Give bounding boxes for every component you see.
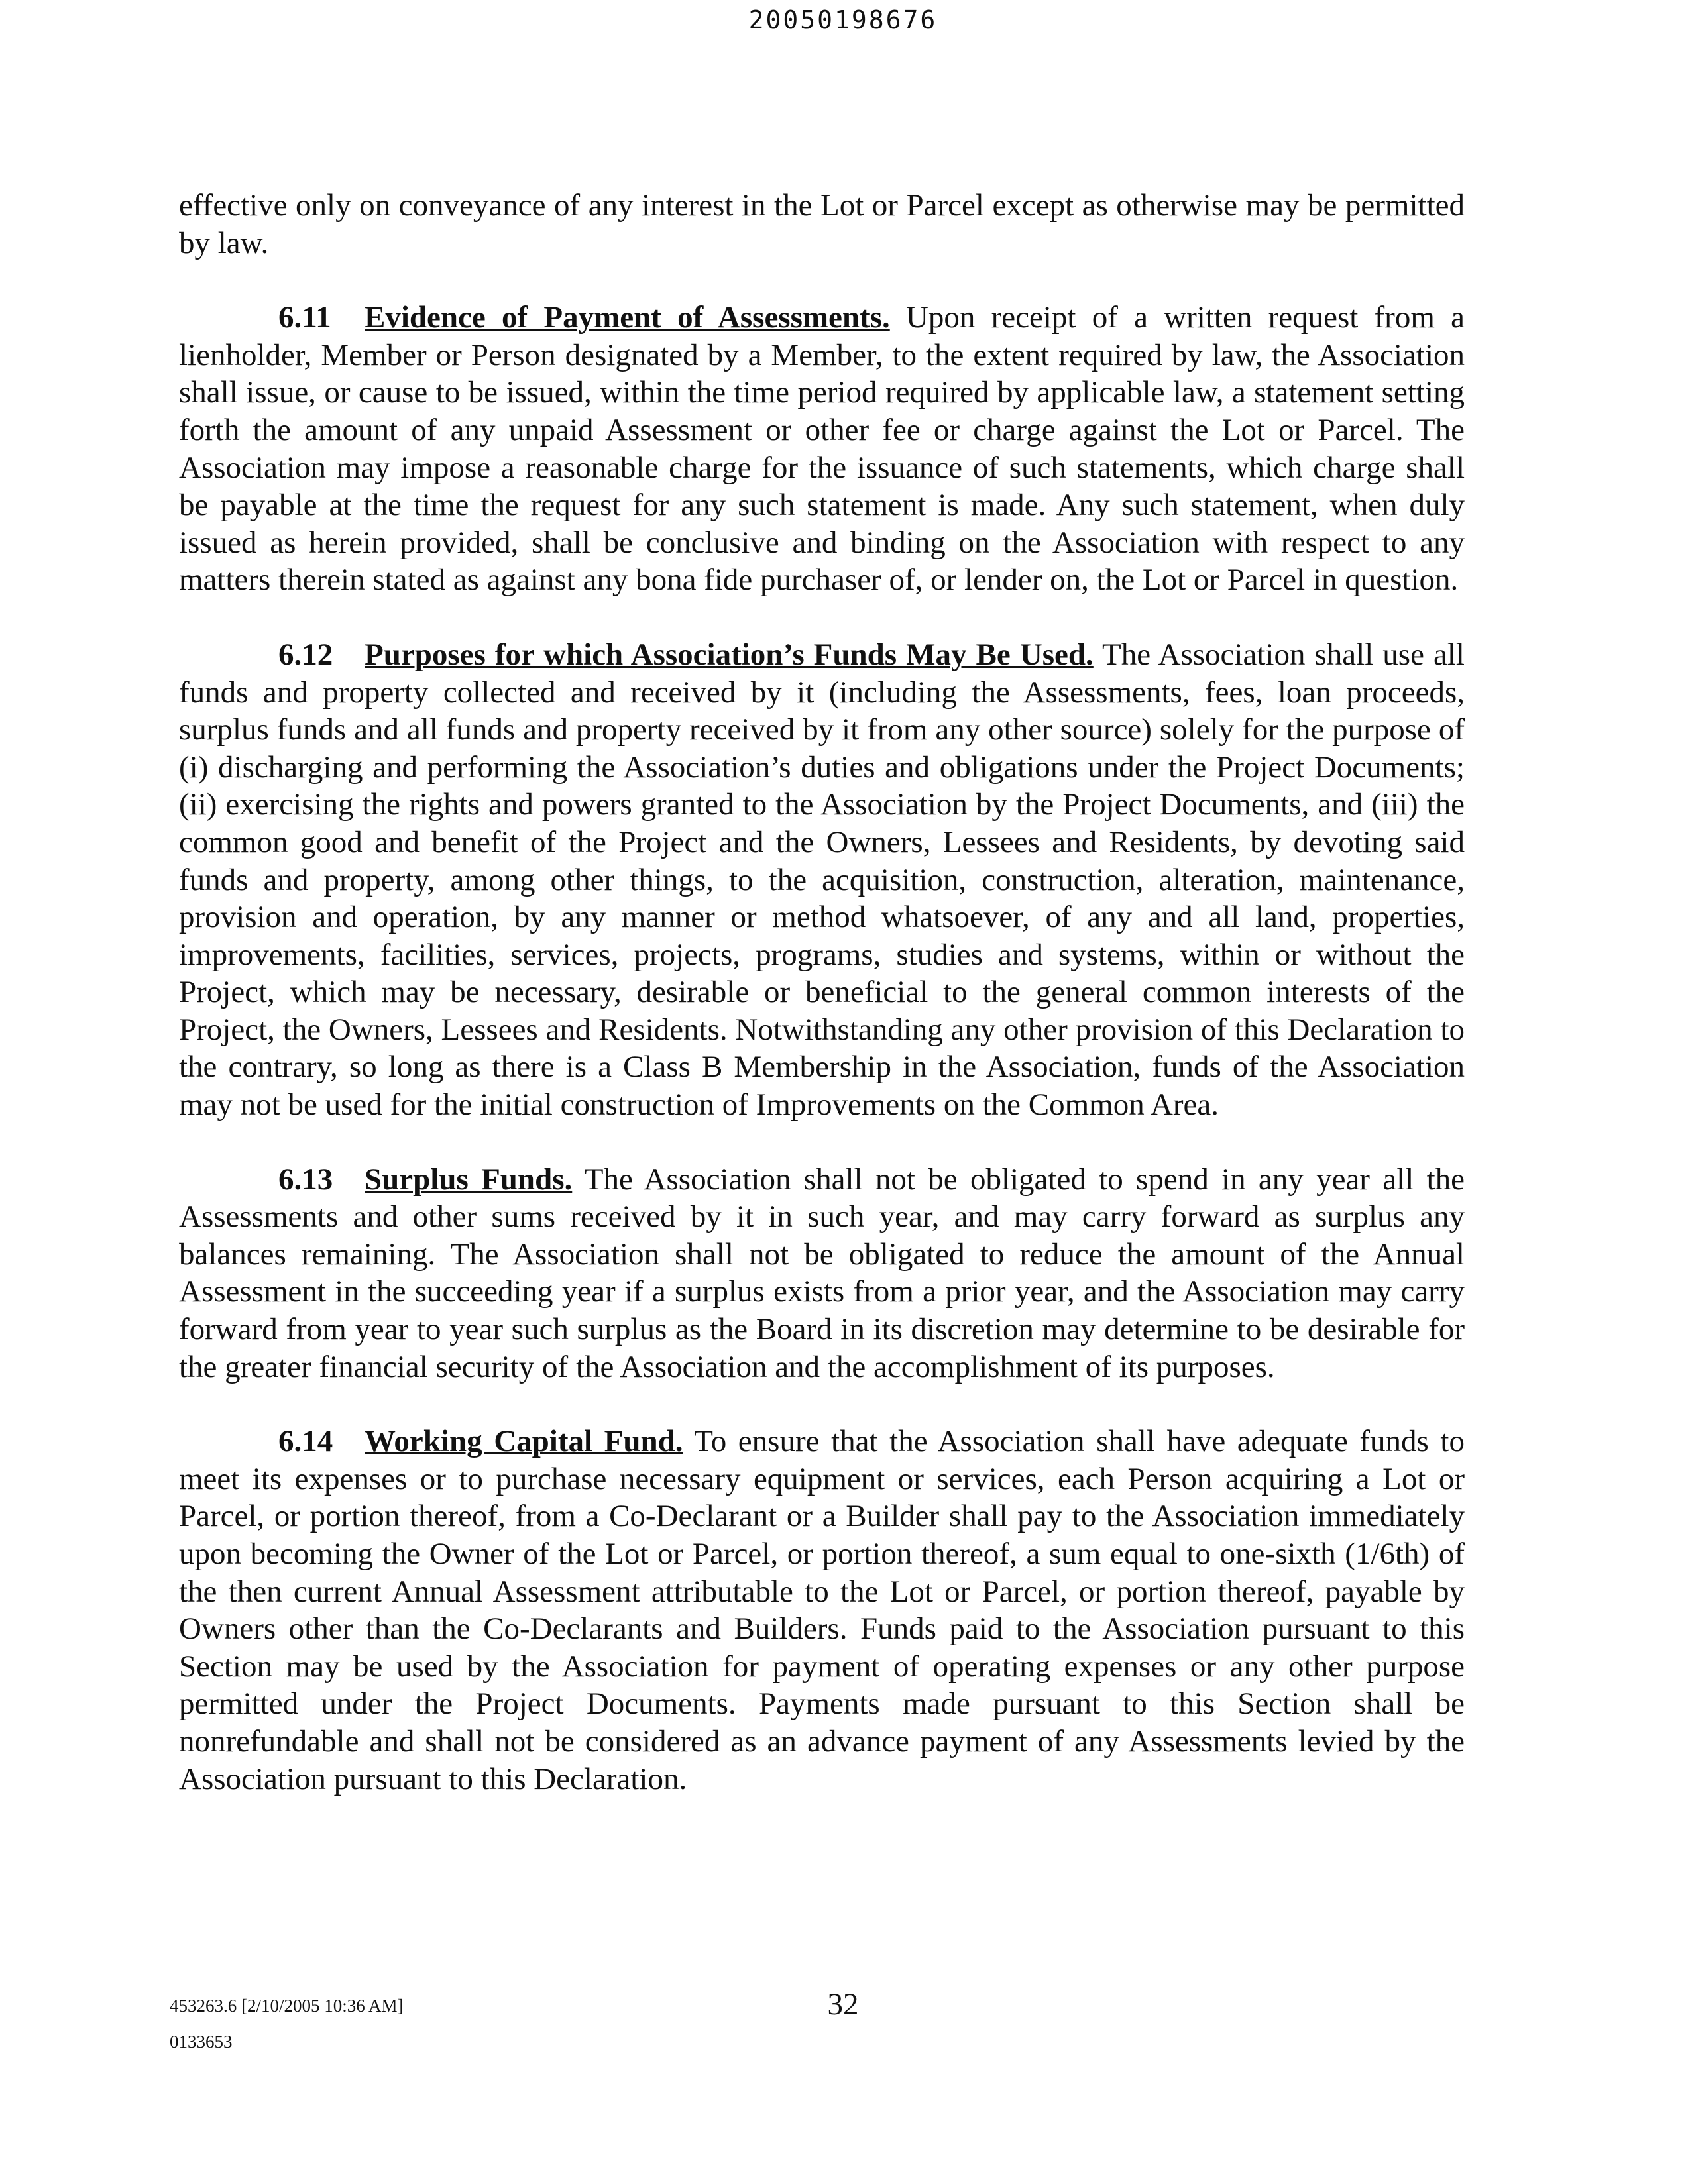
section-text: To ensure that the Association shall have adequate funds to meet its expenses or to purchase necessary equipment or services, each Person acquiring a Lot or Parcel, or portion thereof, from a Co-Declarant or a Builder shall pay to the Association immediately upon becoming the Owner of the Lot or Parcel, or portion thereof, a sum equal to one-sixth (1/6th) of the then current Annual Assessment attributable to the Lot or Parcel, or portion thereof, payable by Owners other than the Co-Declarants and Builders. Funds paid to the Association pursuant to this Section may be used by the Association for payment of operating expenses or any other purpose permitted under the Project Documents. Payments made pursuant to this Section shall be nonrefundable and shall not be considered as an advance payment of any Assessments levied by the Association pursuant to this Declaration. <box>179 1424 1465 1796</box>
section-6-11 <box>179 299 1465 599</box>
section-number: 6.11 <box>278 300 331 335</box>
footer-doc-ref: 453263.6 [2/10/2005 10:36 AM] <box>170 1996 404 2016</box>
section-title: Working Capital Fund. <box>365 1424 683 1459</box>
section-title: Evidence of Payment of Assessments. <box>365 300 890 335</box>
document-number: 20050198676 <box>748 5 938 34</box>
page-number: 32 <box>827 1987 859 2022</box>
section-6-12 <box>179 636 1465 1124</box>
section-text: The Association shall use all funds and property collected and received by it (including the Assessments, fees, loan proceeds, surplus funds and all funds and property received by it from any other source) solely for the purpose of (i) discharging and performing the Association’s duties and obligations under the Project Documents; (ii) exercising the rights and powers granted to the Association by the Project Documents, and (iii) the common good and benefit of the Project and the Owners, Lessees and Residents, by devoting said funds and property, among other things, to the acquisition, construction, alteration, maintenance, provision and operation, by any manner or method whatsoever, of any and all land, properties, improvements, facilities, services, projects, programs, studies and systems, within or without the Project, which may be necessary, desirable or beneficial to the general common interests of the Project, the Owners, Lessees and Residents. Notwithstanding any other provision of this Declaration to the contrary, so long as there is a Class B Membership in the Association, funds of the Association may not be used for the initial construction of Improvements on the Common Area. <box>179 637 1465 1122</box>
intro-paragraph: effective only on conveyance of any interest in the Lot or Parcel except as otherwise may be permitted by law. <box>179 188 1465 260</box>
section-number: 6.12 <box>278 637 333 672</box>
section-title: Purposes for which Association’s Funds May Be Used. <box>365 637 1094 672</box>
section-title: Surplus Funds. <box>365 1162 573 1197</box>
section-text: Upon receipt of a written request from a lienholder, Member or Person designated by a Member, to the extent required by law, the Association shall issue, or cause to be issued, within the time period required by applicable law, a statement setting forth the amount of any unpaid Assessment or other fee or charge against the Lot or Parcel. The Association may impose a reasonable charge for the issuance of such statements, which charge shall be payable at the time the request for any such statement is made. Any such statement, when duly issued as herein provided, shall be conclusive and binding on the Association with respect to any matters therein stated as against any bona fide purchaser of, or lender on, the Lot or Parcel in question. <box>179 300 1465 598</box>
section-text: The Association shall not be obligated to spend in any year all the Assessments and other sums received by it in such year, and may carry forward as surplus any balances remaining. The Association shall not be obligated to reduce the amount of the Annual Assessment in the succeeding year if a surplus exists from a prior year, and the Association may carry forward from year to year such surplus as the Board in its discretion may determine to be desirable for the greater financial security of the Association and the accomplishment of its purposes. <box>179 1162 1465 1384</box>
section-number: 6.13 <box>278 1162 333 1197</box>
document-body <box>179 187 1465 1835</box>
section-number: 6.14 <box>278 1424 333 1459</box>
footer-file-number: 0133653 <box>170 2032 233 2051</box>
section-6-13 <box>179 1161 1465 1386</box>
section-6-14 <box>179 1423 1465 1798</box>
